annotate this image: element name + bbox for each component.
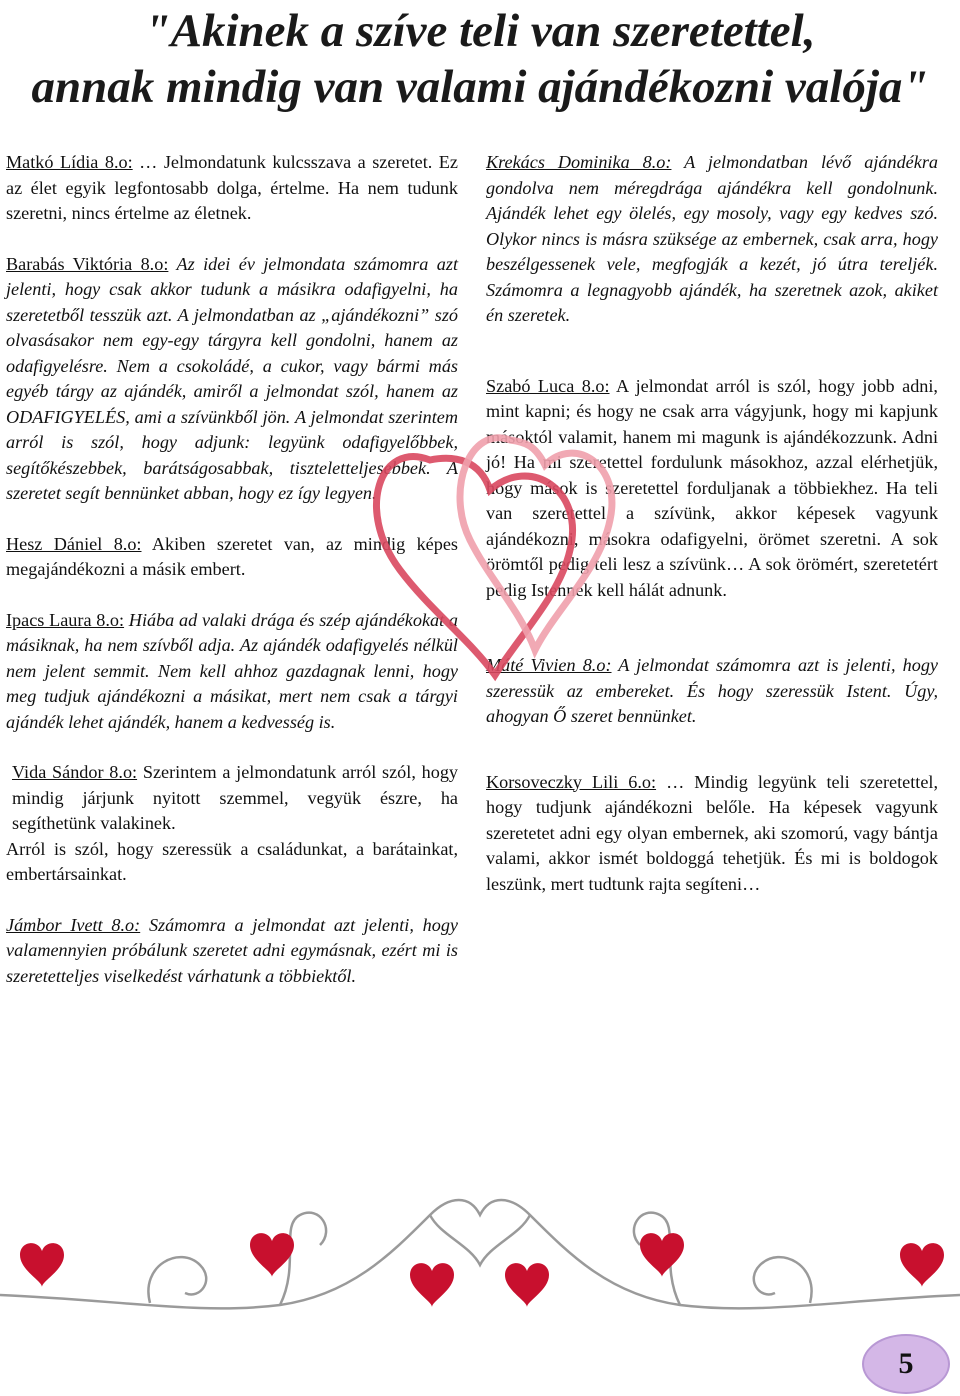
quote-vida-sandor-continued: Arról is szól, hogy szeressük a családunkat, a barátainkat, embertársainkat. [6,838,458,884]
author-name: Ipacs Laura 8.o: [6,609,125,630]
quote-korsoveczky-lili [486,770,938,898]
quote-text: … Jelmondatunk kulcsszava a szeretet. Ez az élet egyik legfontosabb dolga, értelme. Ha nem tudunk szeretni, nincs értelme az életnek. [6,152,458,223]
page-number-badge: 5 [862,1334,950,1394]
author-name: Hesz Dániel 8.o: [6,533,142,554]
quote-matko-lidia [6,150,458,227]
quote-text: A jelmondat arról is szól, hogy jobb adni, mint kapni; és hogy ne csak arra vágyjunk, hogy mi kapjunk másoktól valamit, hanem mi magunk is ajándékozzunk. Adni jó! Ha mi szeretettel fordulunk másokhoz, azzal elérhetjük, hogy mások is szeretettel forduljanak a többiekhez. Ha teli van szeretettel a szívünk, akkor képesek vagyunk ajándékozni, másokra odafigyelni, örömet szeretni. A sok örömtől pedig teli lesz a szívünk… A sok örömért, szeretetért pedig Istennek kell hálát adnunk. [486,375,938,600]
quote-text: Akiben szeretet van, az mindig képes megajándékozni a másik embert. [6,533,459,579]
quote-text: A jelmondat számomra azt is jelenti, hogy szeressük az embereket. És hogy szeressük Istent. Úgy, ahogyan Ő szeret bennünket. [486,655,938,726]
author-name: Jámbor Ivett 8.o: [6,914,141,935]
author-name: Szabó Luca 8.o: [486,375,610,396]
quote-text: A jelmondatban lévő ajándékra gondolva nem méregdrága ajándékra kell gondolnunk. Ajándék lehet egy ölelés, egy mosoly, vagy egy kedves szó. Olykor nincs is másra szüksége az embernek, csak arra, hogy beszélgessenek vele, megfogják a kezét, jó útra tereljék. Számomra a legnagyobb ajándék, ha szeretnek azok, akiket én szeretek. [486,152,938,325]
quote-text: Szerintem a jelmondatunk arról szól, hogy mindig járjunk nyitott szemmel, vegyük észre, ha segíthetünk valakinek. [12,762,459,833]
page-title-line-1: "Akinek a szíve teli van szeretettel, [144,5,816,57]
quote-text: Hiába ad valaki drága és szép ajándékokat a másiknak, ha nem szívből adja. Az ajándék odafigyelés nélkül nem jelent semmit. Nem kell ahhoz gazdagnak lenni, hogy meg tudjuk ajándékozni a másikat, mert nem csak a tárgyi ajándék lehet ajándék, hanem a kedvesség is. [6,609,458,732]
page-title-line-2: annak mindig van valami ajándékozni valója" [31,61,929,113]
author-name: Matkó Lídia 8.o: [6,152,133,172]
double-heart-outline-icon [360,420,630,690]
quote-text: … Mindig legyünk teli szeretettel, hogy tudjunk ajándékozni belőle. Ha képesek vagyunk szeretetet adni egy olyan embernek, aki szomorú, vagy bántja valami, akkor ismét boldoggá tehetjük. És mi is boldogok leszünk, mert tudtunk rajta segíteni… [486,771,938,894]
quote-text: Számomra a jelmondat azt jelenti, hogy valamennyien próbálunk szeretet adni egymásnak, ezért mi is szeretetteljes viselkedést várhatunk a többiektől. [6,914,458,986]
quote-krekacs-dominika [486,150,938,329]
author-name: Krekács Dominika 8.o: [486,152,672,172]
quote-text: Az idei év jelmondata számomra azt jelenti, hogy csak akkor tudunk a másikra odafigyelni, ha szeretetből tesszük azt. A jelmondatban az „ajándékozni” szó olvasásakor nem egy-egy tárgyra kell gondolni, hanem az odafigyelésre. Nem a csokoládé, a cukor, vagy bármi más egyéb tárgy az ajándék, amiről a jelmondat szól, hanem az ODAFIGYELÉS, ami a szívünkből jön. A jelmondat szerintem arról is szól, hogy adjunk: legyünk odafigyelőbbek, segítőkészebbek, barátságosabbak, tiszteletteljesebbek. A szeretet segít bennünket abban, hogy ez így legyen. [6,253,458,503]
author-name: Vida Sándor 8.o: [12,762,138,782]
author-name: Korsoveczky Lili 6.o: [486,771,657,792]
author-name: Barabás Viktória 8.o: [6,253,169,274]
quote-vida-sandor [6,760,458,837]
author-name: Máté Vivien 8.o: [486,655,612,675]
quote-jambor-ivett [6,913,458,990]
heart-vine-border-icon [0,1175,960,1325]
